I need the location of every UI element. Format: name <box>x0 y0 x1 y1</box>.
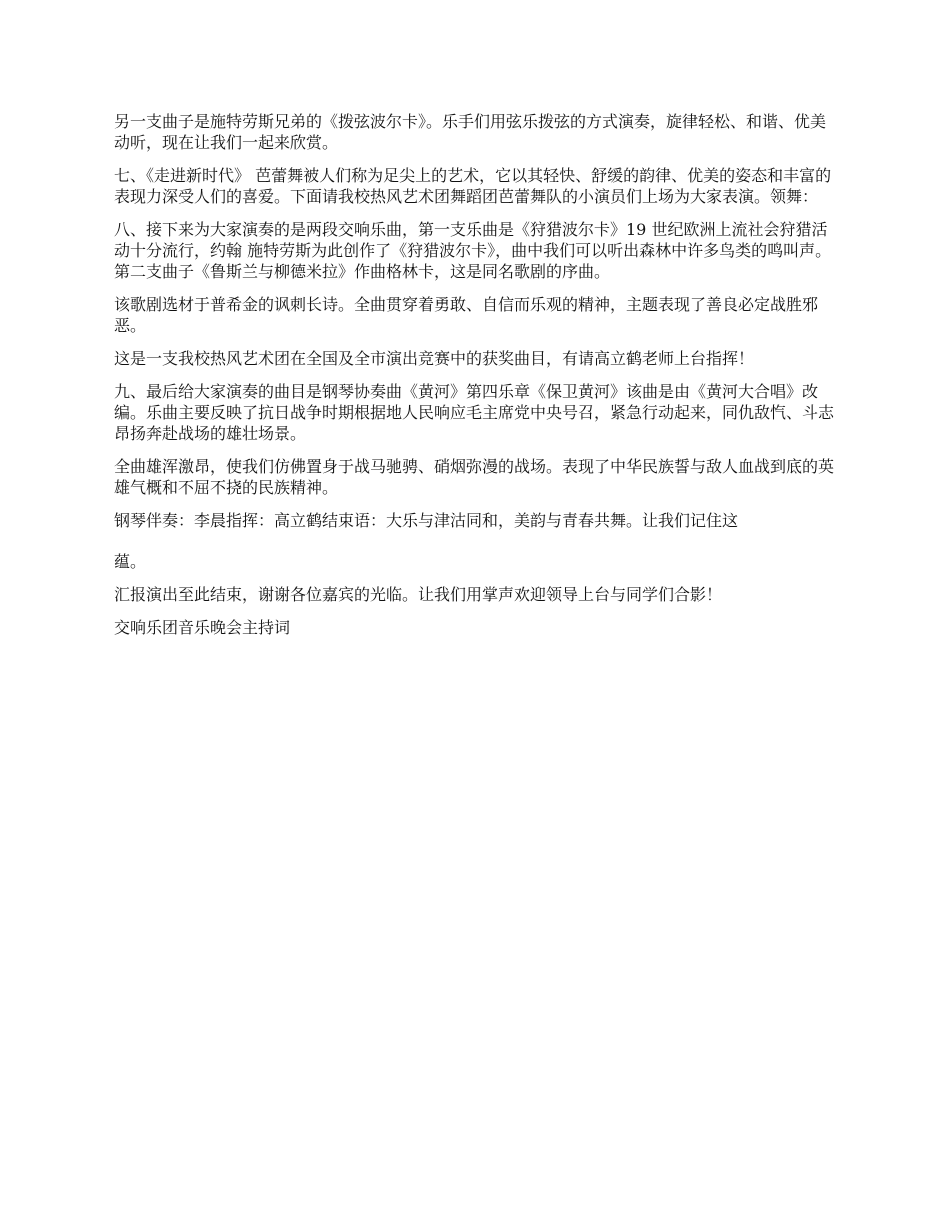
paragraph-2: 七、《走进新时代》 芭蕾舞被人们称为足尖上的艺术，它以其轻快、舒缓的韵律、优美的姿态和丰富的表现力深受人们的喜爱。下面请我校热风艺术团舞蹈团芭蕾舞队的小演员们上场为大家表演。领舞： <box>114 166 832 206</box>
paragraph-1: 另一支曲子是施特劳斯兄弟的《拨弦波尔卡》。乐手们用弦乐拨弦的方式演奏，旋律轻松、和谐、优美动听，现在让我们一起来欣赏。 <box>114 112 827 152</box>
paragraph-7: 全曲雄浑激昂，使我们仿佛置身于战马驰骋、硝烟弥漫的战场。表现了中华民族誓与敌人血战到底的英雄气概和不屈不挠的民族精神。 <box>114 457 835 497</box>
paragraph-9: 蕴。 <box>114 552 147 571</box>
paragraph-6: 九、最后给大家演奏的曲目是钢琴协奏曲《黄河》第四乐章《保卫黄河》该曲是由《黄河大合唱》改编。乐曲主要反映了抗日战争时期根据地人民响应毛主席党中央号召，紧急行动起来，同仇敌忾、斗志昂扬奔赴战场的雄壮场景。 <box>114 382 835 443</box>
paragraph-3: 八、接下来为大家演奏的是两段交响乐曲，第一支乐曲是《狩猎波尔卡》19 世纪欧洲上流社会狩猎活动十分流行，约翰 施特劳斯为此创作了《狩猎波尔卡》，曲中我们可以听出森林中许多鸟类的鸣叫声。第二支曲子《鲁斯兰与柳德米拉》作曲格林卡，这是同名歌剧的序曲。 <box>114 220 832 281</box>
paragraph-8: 钢琴伴奏：李晨指挥：高立鹤结束语：大乐与津沽同和，美韵与青春共舞。让我们记住这 <box>114 511 739 530</box>
paragraph-11: 交响乐团音乐晚会主持词 <box>114 618 291 637</box>
paragraph-10: 汇报演出至此结束，谢谢各位嘉宾的光临。让我们用掌声欢迎领导上台与同学们合影！ <box>114 585 723 604</box>
paragraph-4: 该歌剧选材于普希金的讽刺长诗。全曲贯穿着勇敢、自信而乐观的精神，主题表现了善良必定战胜邪恶。 <box>114 295 819 335</box>
document-page <box>114 111 840 650</box>
paragraph-5: 这是一支我校热风艺术团在全国及全市演出竞赛中的获奖曲目，有请高立鹤老师上台指挥！ <box>114 349 755 368</box>
